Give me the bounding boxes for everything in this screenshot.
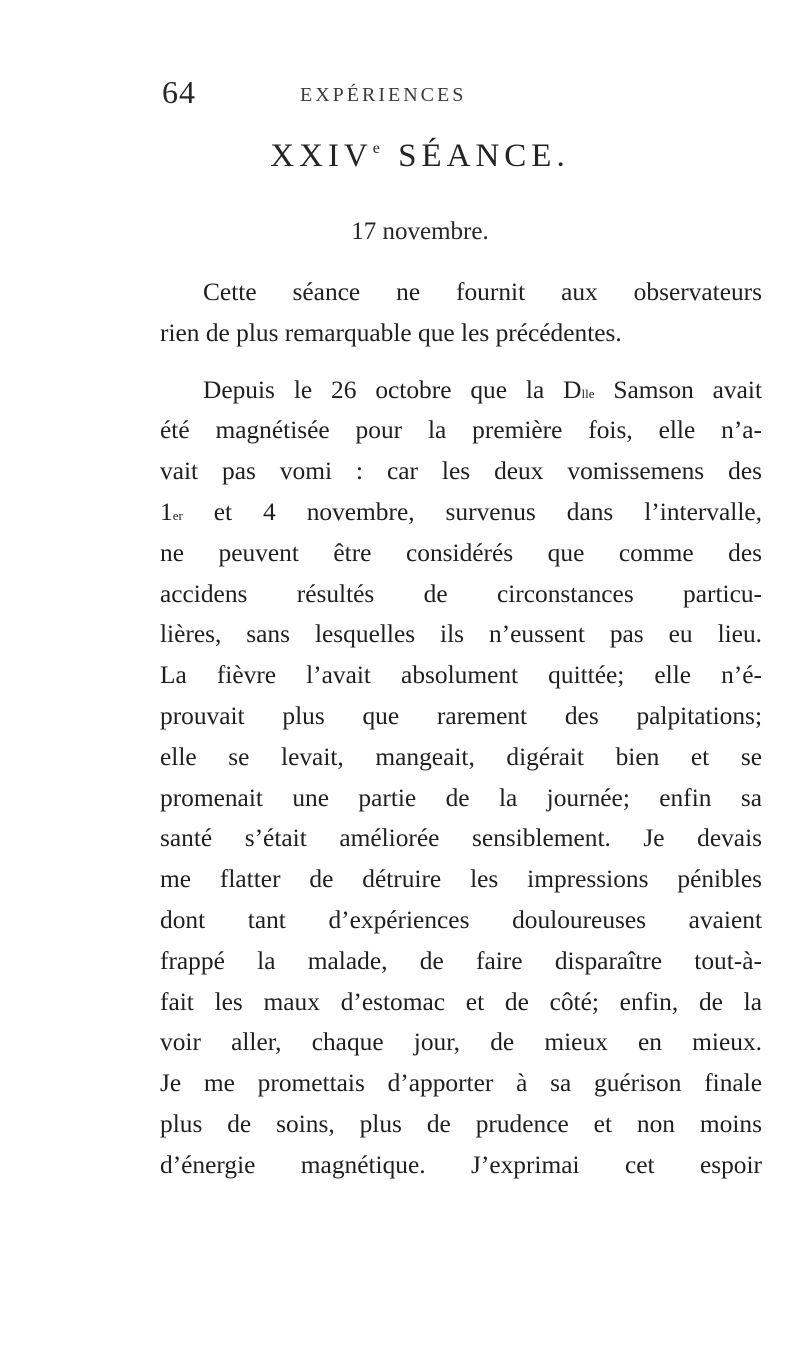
text-line: fait les maux d’estomac et de côté; enfin, de la — [160, 987, 762, 1016]
text-line: lières, sans lesquelles ils n’eussent pas eu lieu. — [160, 620, 762, 649]
paragraph-2 — [160, 370, 762, 1186]
text-line: frappé la malade, de faire disparaître tout-à- — [160, 946, 762, 975]
text-line: accidens résultés de circonstances particu- — [160, 579, 762, 608]
text-line: prouvait plus que rarement des palpitations; — [160, 701, 762, 730]
text-line — [160, 492, 762, 533]
text-line: elle se levait, mangeait, digérait bien et se — [160, 742, 762, 771]
text-line: d’énergie magnétique. J’exprimai cet espoir — [160, 1150, 762, 1179]
text-segment: 1 — [160, 497, 173, 526]
text-line: dont tant d’expériences douloureuses avaient — [160, 905, 762, 934]
text-line — [160, 370, 762, 411]
text-line: Je me promettais d’apporter à sa guérison finale — [160, 1069, 762, 1098]
paragraph-gap — [160, 354, 762, 370]
text-line: été magnétisée pour la première fois, elle n’a- — [160, 416, 762, 445]
text-line: rien de plus remarquable que les précédentes. — [160, 318, 622, 347]
body-text — [160, 272, 762, 1186]
text-line: ne peuvent être considérés que comme des — [160, 538, 762, 567]
text-segment: et 4 novembre, survenus dans l’intervalle, — [182, 497, 762, 526]
text-line: vait pas vomi : car les deux vomissemens des — [160, 457, 762, 486]
text-line: promenait une partie de la journée; enfin sa — [160, 783, 762, 812]
superscript: lle — [581, 385, 595, 401]
session-title-numeral: XXIV — [270, 138, 373, 174]
page-number: 64 — [162, 74, 196, 110]
paragraph-1 — [160, 272, 762, 354]
text-line: plus de soins, plus de prudence et non moins — [160, 1109, 762, 1138]
text-line: voir aller, chaque jour, de mieux en mieux. — [160, 1028, 762, 1057]
session-date: 17 novembre. — [351, 218, 489, 245]
running-head: EXPÉRIENCES — [300, 84, 467, 106]
text-line: Cette séance ne fournit aux observateurs — [203, 278, 762, 306]
superscript: er — [172, 507, 183, 523]
text-segment: Samson avait — [594, 375, 763, 404]
text-segment: Depuis le 26 octobre que la D — [203, 375, 582, 404]
text-line: me flatter de détruire les impressions pénibles — [160, 865, 762, 894]
text-line: La fièvre l’avait absolument quittée; elle n’é- — [160, 661, 762, 690]
session-title-word: SÉANCE. — [384, 138, 570, 174]
session-title — [0, 138, 800, 175]
session-title-ordinal: e — [372, 140, 385, 157]
text-line: santé s’était améliorée sensiblement. Je devais — [160, 824, 762, 853]
